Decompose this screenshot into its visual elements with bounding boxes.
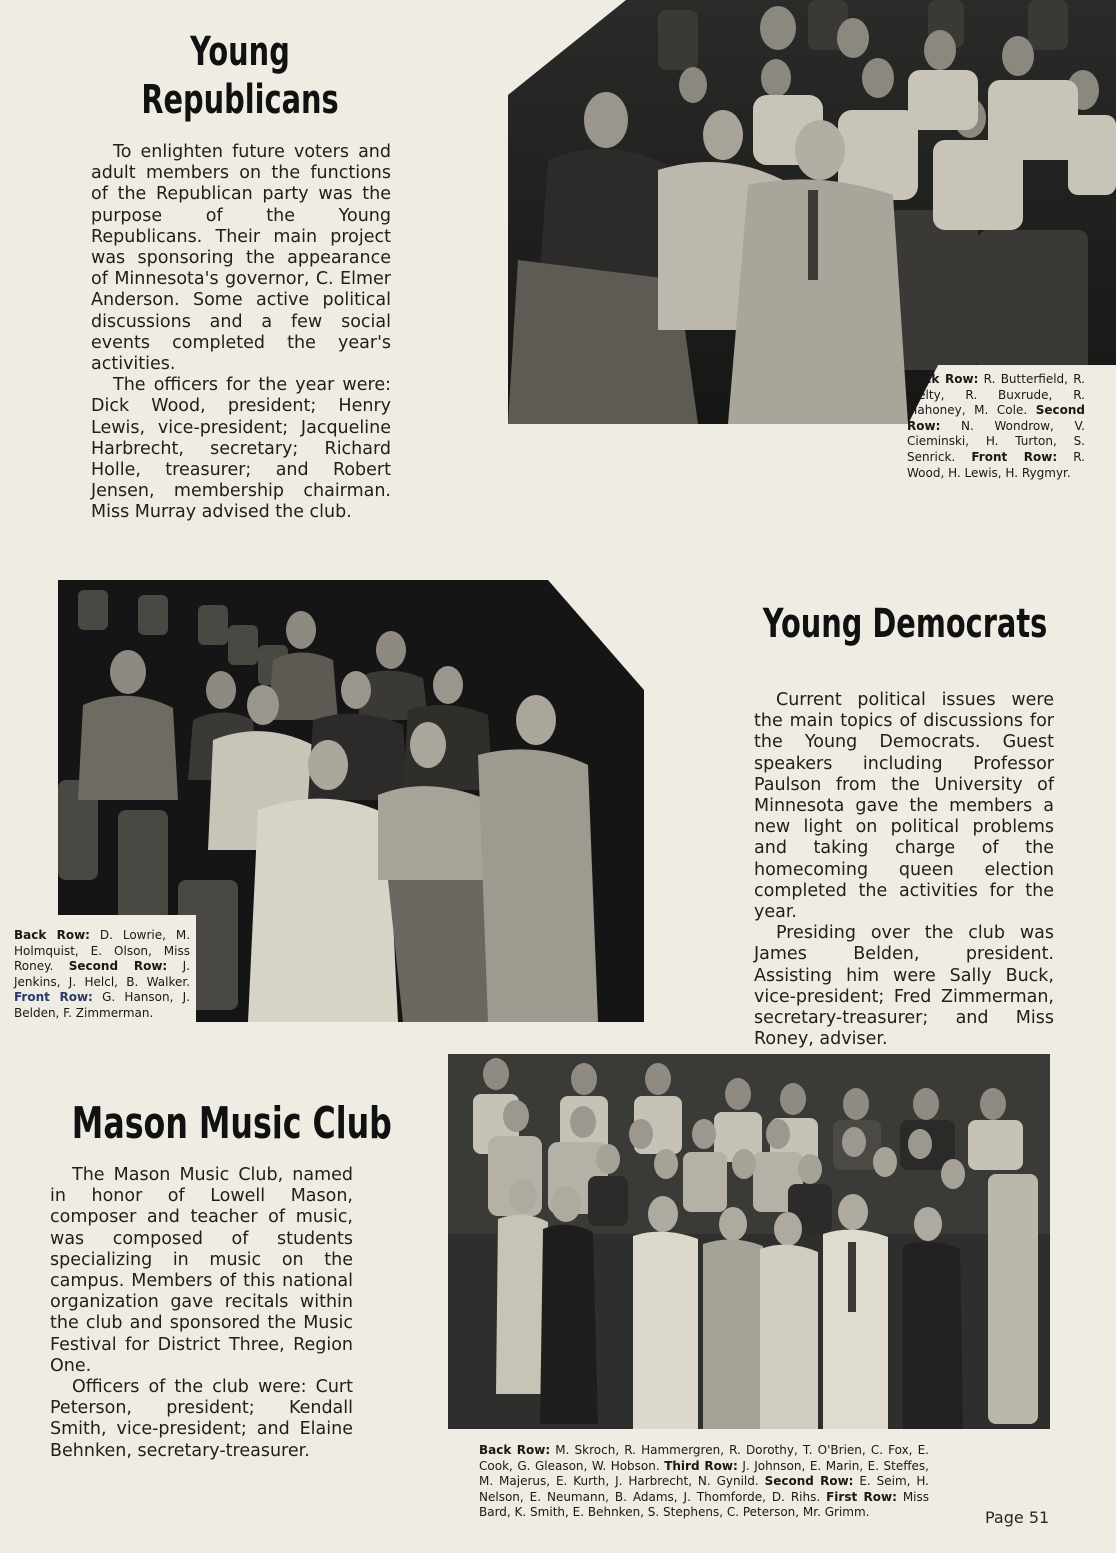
caption-second-row-names: J. Jenkins, J. Helcl, B. Walker. [14, 959, 190, 989]
caption-first-row-label: First Row: [826, 1489, 897, 1504]
caption-second-row-names: N. Wondrow, V. Cieminski, H. Turton, S. Senrick. [907, 418, 1085, 464]
mason-music-club-paragraph-1: The Mason Music Club, named in honor of Lowell Mason, composer and teacher of music, was composed of students specializing in music on the campus. Members of this national organization gave recitals within the club and sponsored the Music Festival for District Three, Region One. [50, 1165, 353, 1376]
caption-back-row-label: Back Row: [479, 1443, 551, 1457]
caption-front-row-names: R. Wood, H. Lewis, H. Rygmyr. [907, 449, 1085, 480]
caption-back-row-names: M. Skroch, R. Hammergren, R. Dorothy, T. O'Brien, C. Fox, E. Cook, G. Gleason, W. Hobson. [479, 1443, 929, 1473]
young-democrats-paragraph-2: Presiding over the club was James Belden, president. Assisting him were Sally Buck, vice-president; Fred Zimmerman, secretary-treasurer; and Miss Roney, adviser. [754, 923, 1054, 1050]
caption-second-row-names: E. Seim, H. Nelson, E. Neumann, B. Adams, J. Thomforde, D. Rihs. [479, 1474, 929, 1504]
caption-back-row-names: D. Lowrie, M. Holmquist, E. Olson, Miss Roney. [14, 928, 191, 974]
caption-back-row-label: Back Row: [907, 372, 979, 386]
caption-front-row-names: G. Hanson, J. Belden, F. Zimmerman. [14, 990, 191, 1020]
caption-front-row-label: Front Row: [14, 990, 93, 1005]
caption-second-row-label: Second Row: [764, 1474, 854, 1489]
young-republicans-paragraph-1: To enlighten future voters and adult members on the functions of the Republican party was the purpose of the Young Republicans. Their main project was sponsoring the appearance of Minnesota's governor, C. Elmer Anderson. Some active political discussions and a few social events completed the year's activities. [91, 142, 391, 375]
young-democrats-title: Young Democrats [762, 601, 1048, 647]
young-republicans-paragraph-2: The officers for the year were: Dick Wood, president; Henry Lewis, vice-president; Jacqueline Harbrecht, secretary; Richard Holle, treasurer; and Robert Jensen, membership chairman. Miss Murray advised the club. [91, 375, 391, 523]
caption-third-row-names: J. Johnson, E. Marin, E. Steffes, M. Majerus, E. Kurth, J. Harbrecht, N. Gynild. [479, 1458, 929, 1489]
caption-back-row-names: R. Butterfield, R. Welty, R. Buxrude, R. Mahoney, M. Cole. [907, 372, 1085, 418]
young-republicans-title-line2: Republicans [141, 77, 339, 123]
young-republicans-caption [907, 372, 1085, 481]
mason-music-club-paragraph-2: Officers of the club were: Curt Peterson, president; Kendall Smith, vice-president; and Elaine Behnken, secretary-treasurer. [50, 1377, 353, 1461]
young-republicans-photo [508, 0, 1116, 424]
caption-second-row-label: Second Row: [68, 959, 168, 974]
caption-back-row-label: Back Row: [14, 928, 90, 942]
caption-second-row-label: Second Row: [907, 403, 1085, 433]
mason-music-club-title: Mason Music Club [71, 1098, 392, 1149]
young-republicans-title-line1: Young [190, 29, 290, 75]
young-republicans-title [132, 28, 348, 124]
mason-music-club-text [50, 1165, 353, 1462]
young-democrats-caption [14, 928, 190, 1022]
young-democrats-paragraph-1: Current political issues were the main topics of discussions for the Young Democrats. Guest speakers including Professor Paulson from the University of Minnesota gave the members a new light on political problems and taking charge of the homecoming queen election completed the activities for the year. [754, 690, 1054, 923]
caption-front-row-label: Front Row: [971, 449, 1058, 464]
page-number: Page 51 [985, 1508, 1050, 1527]
caption-first-row-names: Miss Bard, K. Smith, E. Behnken, S. Stephens, C. Peterson, Mr. Grimm. [479, 1489, 930, 1520]
mason-music-club-caption [479, 1443, 929, 1521]
mason-music-club-photo [448, 1054, 1050, 1429]
young-democrats-text [754, 690, 1054, 1050]
caption-third-row-label: Third Row: [664, 1458, 738, 1473]
young-republicans-text [91, 142, 391, 524]
